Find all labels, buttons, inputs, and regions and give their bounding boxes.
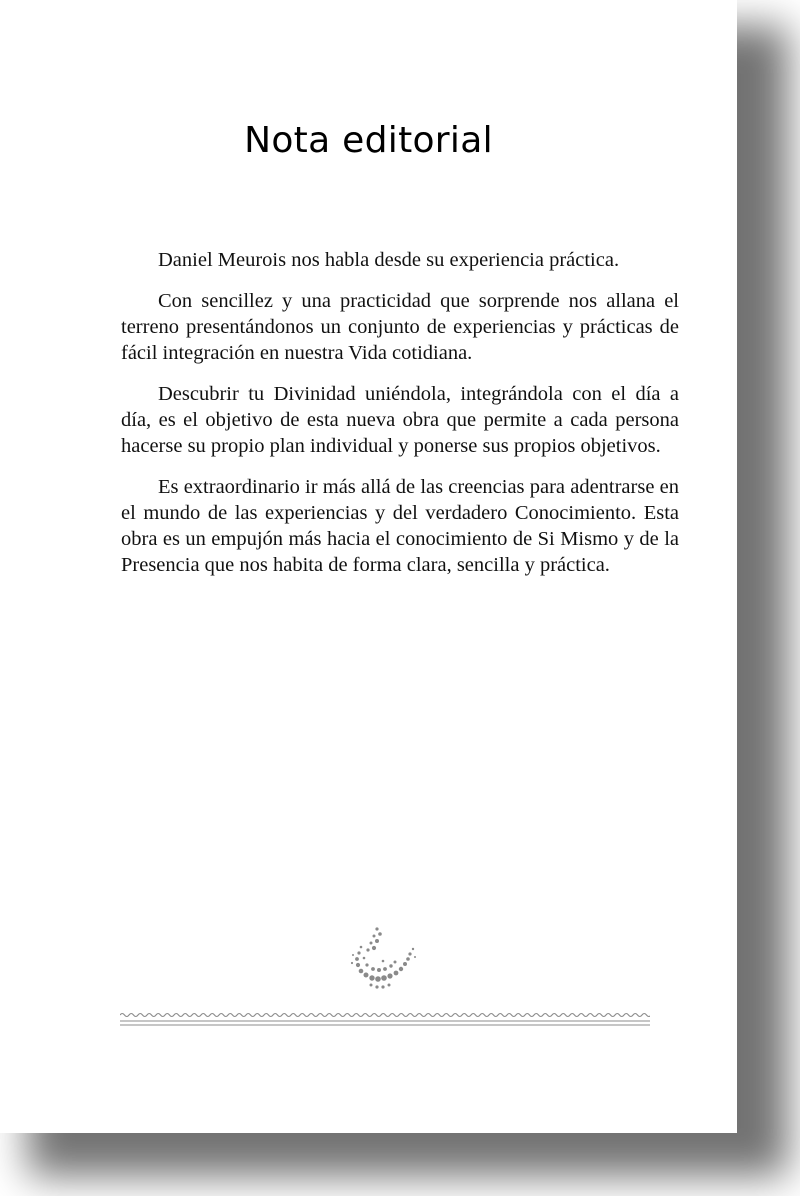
ornament-dot xyxy=(406,957,410,961)
ornament-dot xyxy=(414,956,416,958)
ornament-dot xyxy=(360,946,363,949)
ornament-dot xyxy=(377,968,381,972)
wavy-line-divider-icon xyxy=(120,1010,650,1030)
ornament-dot xyxy=(382,960,385,963)
ornament-dot xyxy=(352,954,354,956)
ornament-dot xyxy=(375,985,378,988)
ornament-dot xyxy=(351,962,353,964)
ornament-dot xyxy=(375,927,378,930)
ornament-dot xyxy=(364,973,369,978)
ornament-dot xyxy=(369,975,374,980)
paragraph-1: Daniel Meurois nos habla desde su experiencia práctica. xyxy=(158,249,620,271)
ornament-dot xyxy=(355,957,359,961)
paragraph-2: Con sencillez y una practicidad que sorprende nos allana el terreno presentándonos un conjunto de experiencias y prácticas de fácil integración en nuestra Vida cotidiana. xyxy=(121,290,679,364)
ornament-dot xyxy=(389,964,392,967)
ornament-dot xyxy=(356,963,360,967)
ornament-dot xyxy=(375,976,381,982)
ornament-dot xyxy=(388,984,391,987)
body-text xyxy=(121,247,679,593)
ornament-dot xyxy=(371,967,375,971)
paragraph-3: Descubrir tu Divinidad uniéndola, integrándola con el día a día, es el objetivo de esta nueva obra que permite a cada persona hacerse su propio plan individual y ponerse sus propios objetivos. xyxy=(121,383,679,457)
ornament-dot xyxy=(399,967,403,971)
ornament-dot xyxy=(359,969,364,974)
ornament-dot xyxy=(394,961,397,964)
ornament-dot xyxy=(381,975,387,981)
ornament-dot xyxy=(372,946,376,950)
ornament-dot xyxy=(394,971,399,976)
ornament-dot xyxy=(375,939,379,943)
ornament-dot xyxy=(373,935,376,938)
ornament-dot xyxy=(408,952,411,955)
ornament-dot xyxy=(378,932,382,936)
dotted-spiral-logo-icon xyxy=(347,925,419,991)
ornament-dot xyxy=(370,942,373,945)
ornament-dot xyxy=(387,973,392,978)
ornament-dot xyxy=(363,957,366,960)
ornament-dot xyxy=(365,963,368,966)
ornament-dot xyxy=(403,962,407,966)
ornament-dot xyxy=(366,948,369,951)
ornament-dot xyxy=(370,984,373,987)
ornament-dot xyxy=(357,951,360,954)
page-title: Nota editorial xyxy=(244,120,493,161)
paragraph-4: Es extraordinario ir más allá de las creencias para adentrarse en el mundo de las experiencias y del verdadero Conocimiento. Esta obra es un empujón más hacia el conocimiento de Si Mismo y de la Presencia que nos habita de forma clara, sencilla y práctica. xyxy=(121,476,679,576)
ornament-dot xyxy=(383,967,387,971)
ornament-dot xyxy=(412,948,414,950)
ornament-dot xyxy=(381,985,384,988)
